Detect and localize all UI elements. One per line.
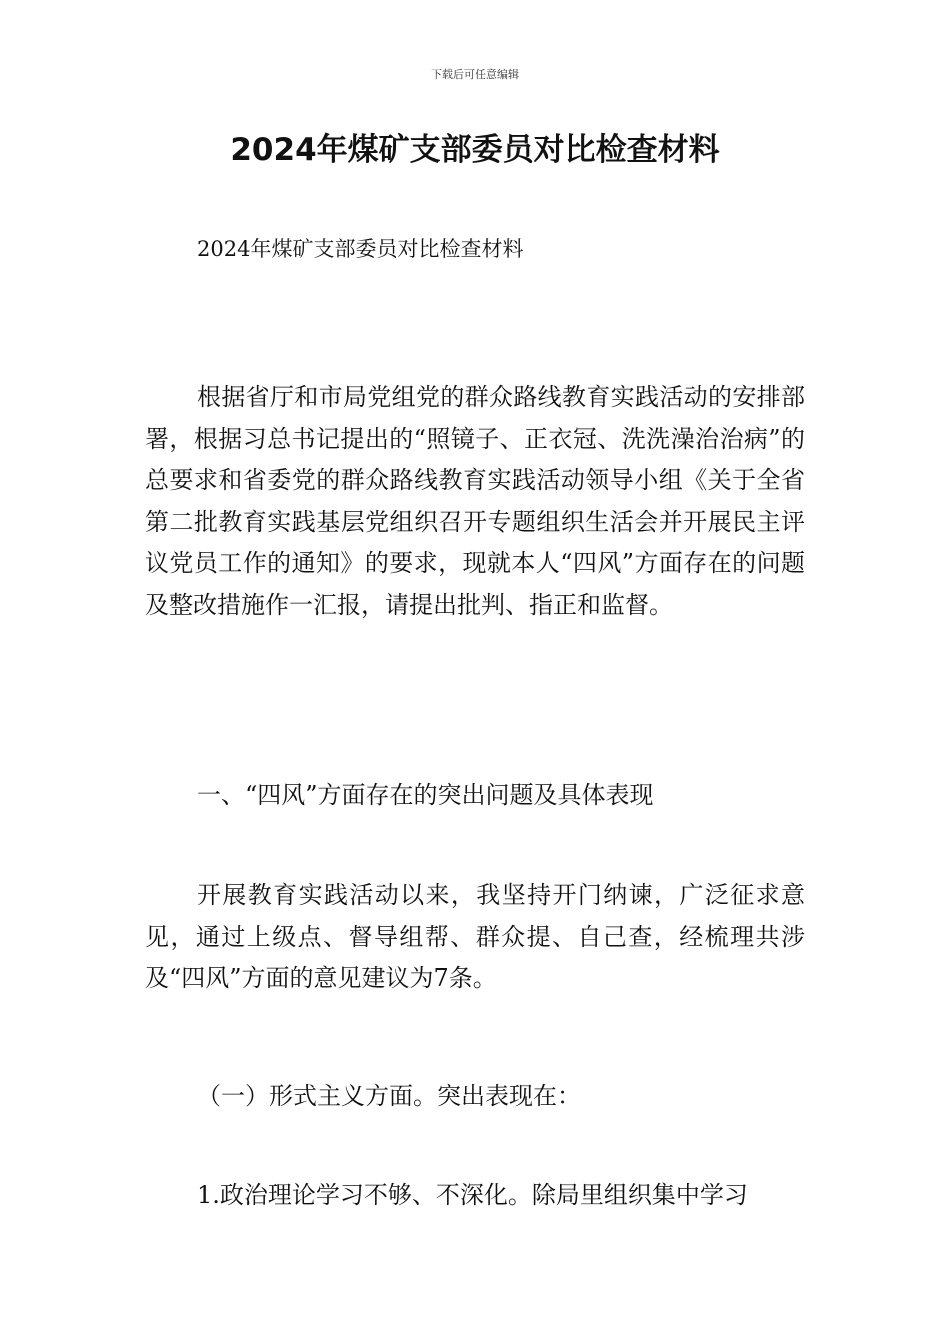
header-note: 下载后可任意编辑 (431, 68, 519, 81)
paragraph-intro: 根据省厅和市局党组党的群众路线教育实践活动的安排部署，根据习总书记提出的“照镜子、正衣冠、洗洗澡治治病”的总要求和省委党的群众路线教育实践活动领导小组《关于全省第二批教育实践基层党组织召开专题组织生活会并开展民主评议党员工作的通知》的要求，现就本人“四风”方面存在的问题及整改措施作一汇报，请提出批判、指正和监督。 (145, 383, 805, 619)
document-title: 2024年煤矿支部委员对比检查材料 (230, 132, 720, 168)
subsection-heading-1: （一）形式主义方面。突出表现在： (197, 1082, 581, 1110)
section-heading-1: 一、“四风”方面存在的突出问题及具体表现 (197, 781, 654, 809)
paragraph-summary: 开展教育实践活动以来，我坚持开门纳谏，广泛征求意见，通过上级点、督导组帮、群众提、自己查，经梳理共涉及“四风”方面的意见建议为7条。 (145, 881, 805, 992)
document-subtitle: 2024年煤矿支部委员对比检查材料 (197, 237, 524, 261)
list-item-1: 1.政治理论学习不够、不深化。除局里组织集中学习 (197, 1181, 748, 1209)
